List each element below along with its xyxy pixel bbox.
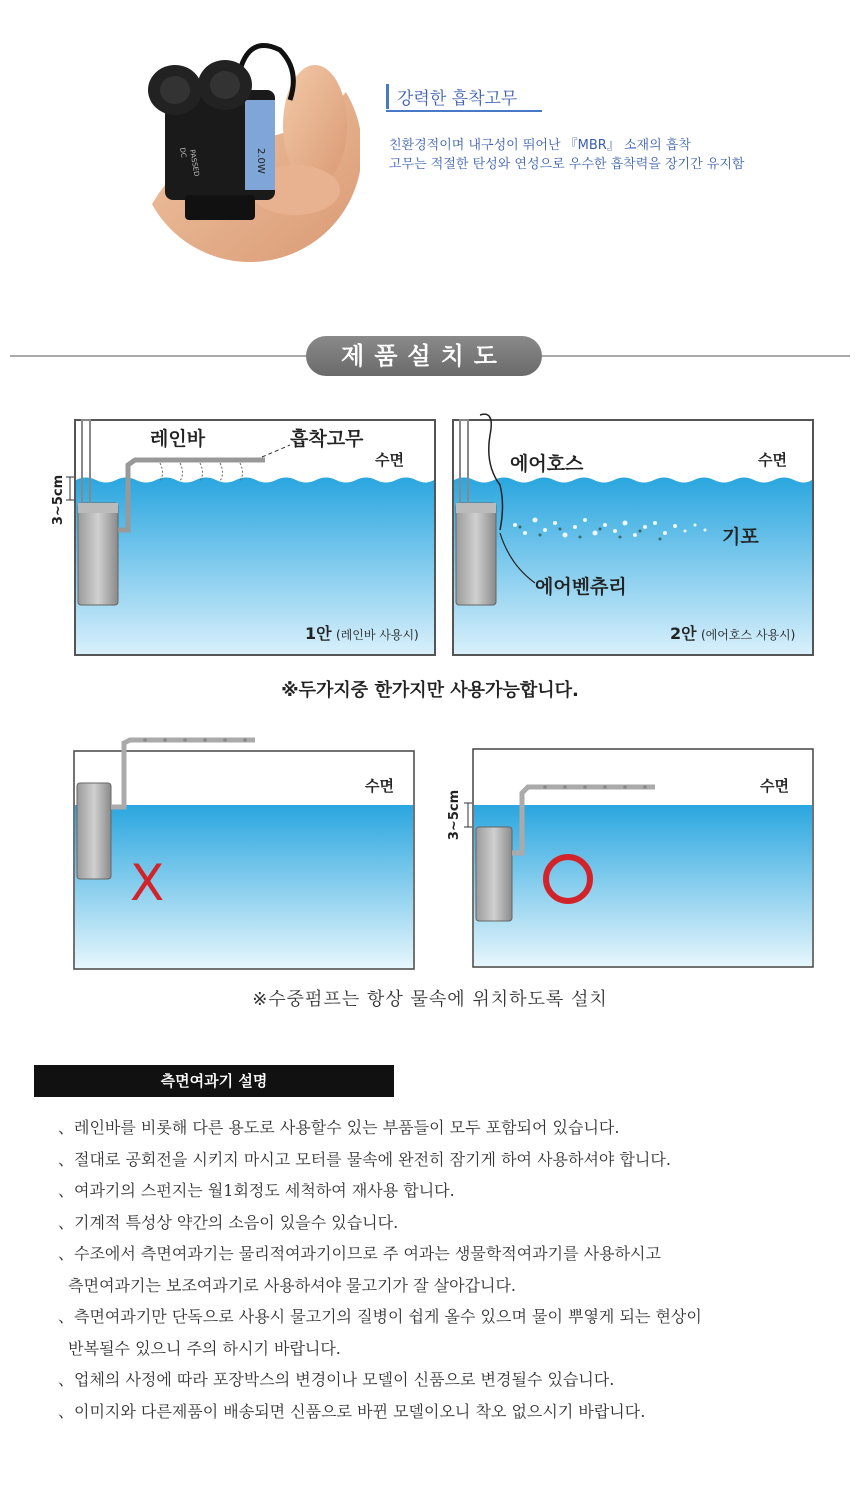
photo-wattage: 2.0W xyxy=(255,148,266,174)
list-item: 측면여과기는 보조여과기로 사용하셔야 물고기가 잘 살아갑니다. xyxy=(58,1275,517,1295)
list-item: 、레인바를 비롯해 다른 용도로 사용할수 있는 부품들이 모두 포함되어 있습니다. xyxy=(58,1118,620,1137)
note-one-option-only: ※두가지중 한가지만 사용가능합니다. xyxy=(281,680,579,701)
list-item: 、이미지와 다른제품이 배송되면 신품으로 바뀐 모델이오니 착오 없으시기 바랍니다. xyxy=(58,1401,646,1421)
note-keep-submerged: ※수중펌프는 항상 물속에 위치하도록 설치 xyxy=(252,989,608,1010)
description-header: 측면여과기 설명 xyxy=(34,1065,394,1097)
list-item: 、여과기의 스펀지는 월1회정도 세척하여 재사용 합니다. xyxy=(58,1181,455,1200)
photo-passed: PASSED xyxy=(188,148,201,178)
caption-plan-2-sub: (에어호스 사용시) xyxy=(701,628,796,642)
list-item: 、절대로 공회전을 시키지 마시고 모터를 물속에 완전히 잠기게 하여 사용하셔야 합니다. xyxy=(58,1149,671,1169)
diagram-3-tank-wrong xyxy=(74,738,414,969)
label-surface-2: 수면 xyxy=(758,451,787,469)
caption-plan-1: 1안 xyxy=(305,624,332,643)
suction-desc-line1: 친환경적이며 내구성이 뛰어난 『MBR』 소재의 흡착 xyxy=(389,138,691,153)
installation-diagrams-top xyxy=(0,405,860,665)
caption-plan-1-sub: (레인바 사용시) xyxy=(336,628,419,642)
list-item: 、업체의 사정에 따라 포장박스의 변경이나 모델이 신품으로 변경될수 있습니다. xyxy=(58,1370,615,1389)
product-photo xyxy=(130,30,360,265)
label-surface-3: 수면 xyxy=(365,777,394,795)
installation-diagrams-bottom xyxy=(0,735,860,975)
wrong-mark-icon: X xyxy=(130,854,165,912)
label-bubble: 기포 xyxy=(722,526,759,548)
suction-title-underline xyxy=(386,110,542,112)
suction-title: 강력한 흡착고무 xyxy=(386,84,517,109)
label-depth-4: 3~5cm xyxy=(447,789,462,841)
label-depth-1: 3~5cm xyxy=(51,474,66,526)
caption-plan-2: 2안 xyxy=(670,624,697,643)
photo-dc: DC xyxy=(178,146,188,159)
list-item: 、기계적 특성상 약간의 소음이 있을수 있습니다. xyxy=(58,1212,399,1232)
label-rainbar: 레인바 xyxy=(150,428,206,450)
label-suction-rubber: 흡착고무 xyxy=(290,428,364,450)
list-item: 、수조에서 측면여과기는 물리적여과기이므로 주 여과는 생물학적여과기를 사용하시고 xyxy=(58,1244,661,1263)
suction-desc-line2: 고무는 적절한 탄성와 연성으로 우수한 흡착력을 장기간 유지함 xyxy=(389,157,745,172)
list-item: 、측면여과기만 단독으로 사용시 물고기의 질병이 쉽게 올수 있으며 물이 뿌옇게 되는 현상이 xyxy=(58,1307,702,1326)
product-label xyxy=(245,100,275,190)
installation-banner: 제품설치도 xyxy=(306,336,542,376)
label-air-hose: 에어호스 xyxy=(510,453,584,475)
label-air-venturi: 에어벤츄리 xyxy=(535,576,627,598)
list-item: 반복될수 있으니 주의 하시기 바랍니다. xyxy=(58,1338,341,1358)
label-surface-4: 수면 xyxy=(760,777,789,795)
label-surface-1: 수면 xyxy=(375,451,404,469)
description-list xyxy=(58,1112,838,1427)
suction-description xyxy=(389,136,744,174)
